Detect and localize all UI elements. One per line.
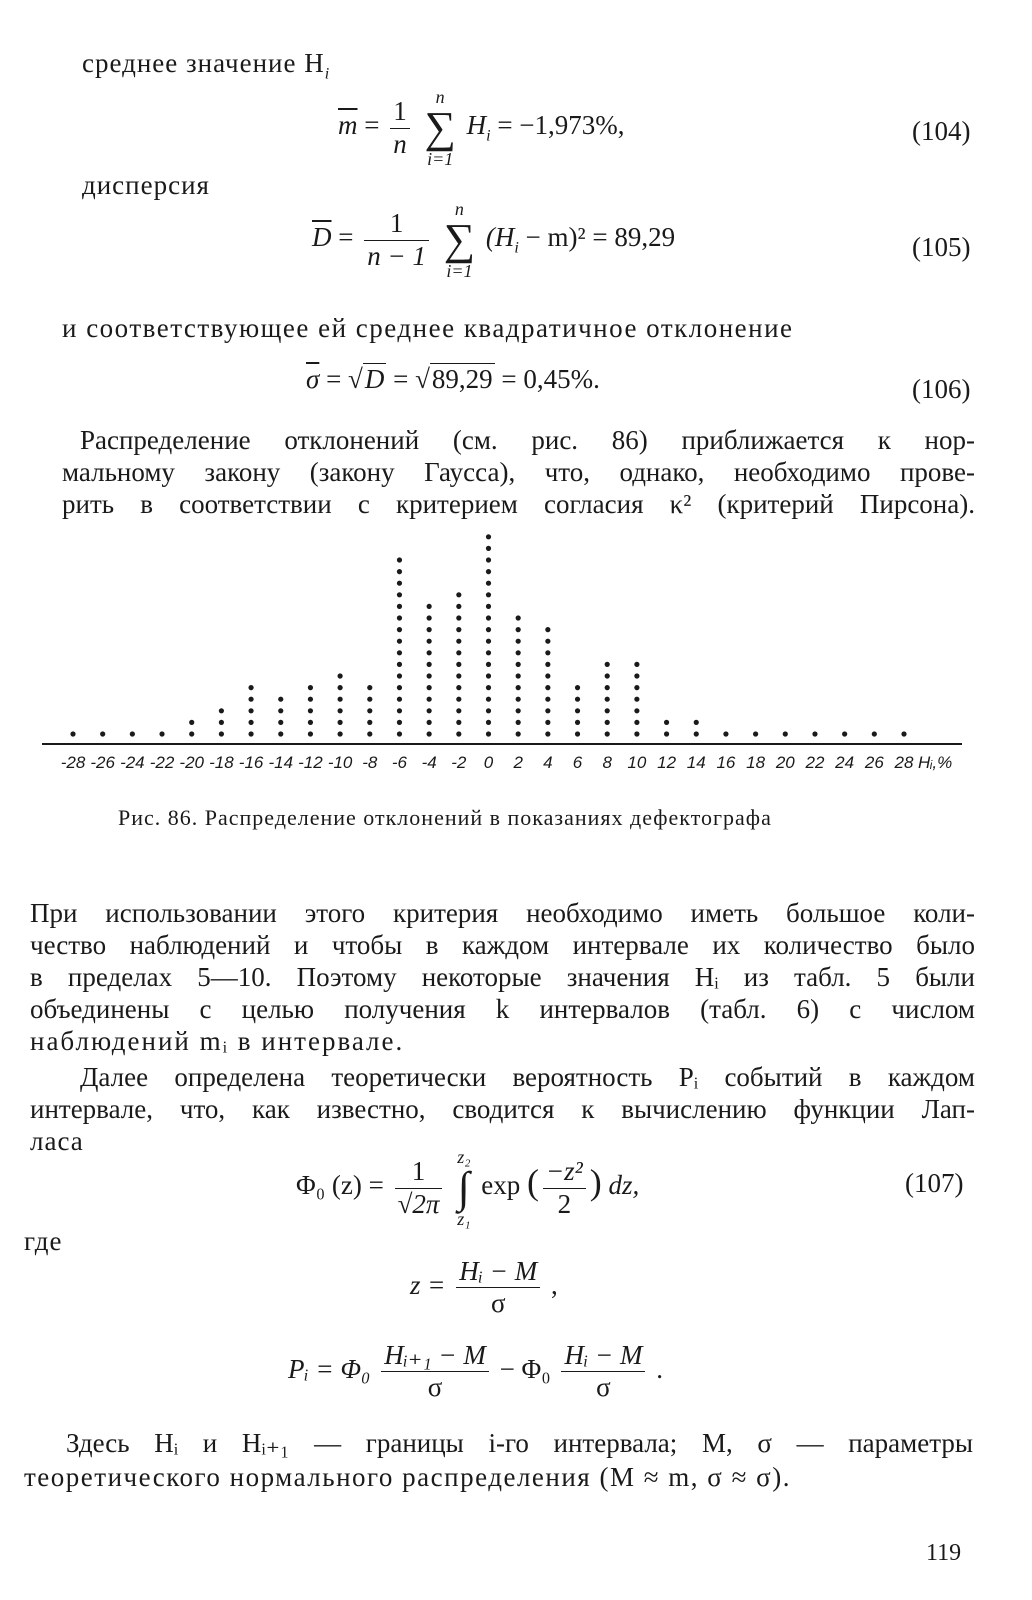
x-tick-label: 16 xyxy=(716,753,736,772)
data-dot xyxy=(812,731,817,736)
data-dot xyxy=(486,708,491,713)
data-dot xyxy=(427,708,432,713)
data-dot xyxy=(516,639,521,644)
data-dot xyxy=(545,650,550,655)
data-dot xyxy=(427,720,432,725)
data-dot xyxy=(248,708,253,713)
x-tick-label: -18 xyxy=(209,753,234,772)
data-dot xyxy=(427,662,432,667)
data-dot xyxy=(516,673,521,678)
mean-label: среднее значение $H_i$ xyxy=(82,48,331,83)
x-tick-label: 0 xyxy=(483,753,494,772)
dot-column xyxy=(753,731,758,736)
data-dot xyxy=(427,685,432,690)
data-dot xyxy=(486,720,491,725)
data-dot xyxy=(70,731,75,736)
data-dot xyxy=(397,604,402,609)
data-dot xyxy=(486,557,491,562)
data-dot xyxy=(516,731,521,736)
paragraph-1-line-2: мальному закону (закону Гаусса), что, однако, необходимо прове- xyxy=(62,457,975,487)
data-dot xyxy=(516,720,521,725)
paragraph-3-line-2: интервале, что, как известно, сводится к вычислению функции Лап- xyxy=(30,1094,975,1124)
data-dot xyxy=(248,731,253,736)
dot-column xyxy=(812,731,817,736)
dot-column xyxy=(427,604,432,737)
data-dot xyxy=(397,557,402,562)
data-dot xyxy=(545,685,550,690)
data-dot xyxy=(605,720,610,725)
data-dot xyxy=(456,650,461,655)
data-dot xyxy=(634,685,639,690)
data-dot xyxy=(634,720,639,725)
paragraph-1-line-3: рить в соответствии с критерием согласия κ² (критерий Пирсона). xyxy=(62,489,975,519)
data-dot xyxy=(397,720,402,725)
x-tick-label: -24 xyxy=(120,753,145,772)
data-dot xyxy=(516,697,521,702)
x-tick-label: -22 xyxy=(149,753,175,772)
page-number: 119 xyxy=(926,1540,962,1566)
data-dot xyxy=(278,708,283,713)
data-dot xyxy=(456,685,461,690)
x-tick-label: -12 xyxy=(298,753,323,772)
x-tick-label: 22 xyxy=(805,753,825,772)
data-dot xyxy=(338,708,343,713)
data-dot xyxy=(278,720,283,725)
closing-line-2: теоретического нормального распределения (M ≈ m, σ ≈ σ). xyxy=(24,1462,791,1492)
dot-column xyxy=(130,731,135,736)
data-dot xyxy=(308,731,313,736)
dot-column xyxy=(338,673,343,736)
data-dot xyxy=(367,697,372,702)
data-dot xyxy=(723,731,728,736)
x-tick-label: -28 xyxy=(60,753,86,772)
data-dot xyxy=(872,731,877,736)
x-tick-label: 24 xyxy=(835,753,855,772)
data-dot xyxy=(397,569,402,574)
closing-line-1: Здесь Hᵢ и Hᵢ₊₁ — границы i-го интервала; M, σ — параметры xyxy=(66,1428,973,1458)
x-tick-label: 6 xyxy=(572,753,583,772)
data-dot xyxy=(486,546,491,551)
data-dot xyxy=(545,697,550,702)
dot-column xyxy=(278,697,283,737)
data-dot xyxy=(634,662,639,667)
x-tick-label: -20 xyxy=(179,753,205,772)
x-axis-label: Hᵢ,% xyxy=(918,753,953,772)
data-dot xyxy=(278,697,283,702)
data-dot xyxy=(545,673,550,678)
data-dot xyxy=(783,731,788,736)
x-tick-label: -6 xyxy=(391,753,408,772)
data-dot xyxy=(634,673,639,678)
data-dot xyxy=(456,708,461,713)
data-dot xyxy=(456,627,461,632)
data-dot xyxy=(278,731,283,736)
x-tick-label: 26 xyxy=(864,753,884,772)
data-dot xyxy=(486,569,491,574)
data-dot xyxy=(516,708,521,713)
equation-105: $\overline{D}$ = $\frac{1}{n - 1}$ n ∑ i=1 $(H_i - m)^2 = 89,29$ xyxy=(312,199,676,281)
data-dot xyxy=(189,731,194,736)
data-dot xyxy=(516,650,521,655)
data-dot xyxy=(486,697,491,702)
data-dot xyxy=(605,697,610,702)
data-dot xyxy=(427,627,432,632)
dot-column xyxy=(308,685,313,737)
x-tick-label: -4 xyxy=(421,753,437,772)
equation-number-106: (106) xyxy=(912,374,971,404)
data-dot xyxy=(308,685,313,690)
data-dot xyxy=(486,731,491,736)
data-dot xyxy=(338,720,343,725)
x-tick-label: 28 xyxy=(894,753,914,772)
data-dot xyxy=(427,604,432,609)
x-tick-label: 20 xyxy=(775,753,795,772)
dot-column xyxy=(842,731,847,736)
data-dot xyxy=(397,662,402,667)
dot-column xyxy=(872,731,877,736)
data-dot xyxy=(634,731,639,736)
data-dot xyxy=(753,731,758,736)
data-dot xyxy=(545,627,550,632)
equation-number-104: (104) xyxy=(912,116,971,146)
dot-column xyxy=(605,662,610,737)
x-tick-label: 4 xyxy=(543,753,553,772)
data-dot xyxy=(575,720,580,725)
dot-column xyxy=(723,731,728,736)
data-dot xyxy=(694,731,699,736)
data-dot xyxy=(664,720,669,725)
data-dot xyxy=(219,720,224,725)
data-dot xyxy=(456,604,461,609)
data-dot xyxy=(248,697,253,702)
x-tick-label: 10 xyxy=(627,753,647,772)
data-dot xyxy=(575,731,580,736)
dot-column xyxy=(367,685,372,737)
data-dot xyxy=(486,627,491,632)
x-tick-label: 18 xyxy=(746,753,766,772)
data-dot xyxy=(486,604,491,609)
dot-column xyxy=(901,731,906,736)
data-dot xyxy=(367,685,372,690)
data-dot xyxy=(486,662,491,667)
data-dot xyxy=(367,708,372,713)
data-dot xyxy=(308,697,313,702)
data-dot xyxy=(605,685,610,690)
data-dot xyxy=(545,662,550,667)
data-dot xyxy=(545,720,550,725)
data-dot xyxy=(219,731,224,736)
data-dot xyxy=(456,697,461,702)
data-dot xyxy=(397,615,402,620)
x-tick-label: -10 xyxy=(327,753,353,772)
x-tick-label: -2 xyxy=(451,753,467,772)
data-dot xyxy=(605,708,610,713)
dot-column xyxy=(664,720,669,737)
data-dot xyxy=(456,615,461,620)
paragraph-3-line-3: ласа xyxy=(30,1126,84,1156)
data-dot xyxy=(397,592,402,597)
x-tick-label: 8 xyxy=(602,753,612,772)
data-dot xyxy=(397,731,402,736)
data-dot xyxy=(397,581,402,586)
dot-column xyxy=(634,662,639,737)
dot-column xyxy=(189,720,194,737)
data-dot xyxy=(397,708,402,713)
dot-column xyxy=(219,708,224,736)
data-dot xyxy=(486,581,491,586)
data-dot xyxy=(427,650,432,655)
data-dot xyxy=(397,697,402,702)
data-dot xyxy=(397,685,402,690)
data-dot xyxy=(842,731,847,736)
data-dot xyxy=(456,662,461,667)
data-dot xyxy=(575,708,580,713)
data-dot xyxy=(338,685,343,690)
data-dot xyxy=(338,673,343,678)
dot-column xyxy=(783,731,788,736)
paragraph-2-line-5: наблюдений mᵢ в интервале. xyxy=(30,1026,405,1056)
dot-column xyxy=(516,615,521,736)
data-dot xyxy=(308,708,313,713)
data-dot xyxy=(427,673,432,678)
data-dot xyxy=(575,697,580,702)
data-dot xyxy=(248,685,253,690)
data-dot xyxy=(367,720,372,725)
data-dot xyxy=(486,639,491,644)
equation-p: Pᵢ = Φ₀ $\frac{\text{Hᵢ₊₁ − M}}{\sigma}$ − Φ₀ $\frac{\text{Hᵢ − M}}{\sigma}$ . xyxy=(288,1340,663,1403)
x-tick-label: 14 xyxy=(686,753,706,772)
dot-column xyxy=(486,534,491,736)
data-dot xyxy=(486,592,491,597)
x-tick-label: -8 xyxy=(362,753,378,772)
data-dot xyxy=(397,650,402,655)
data-dot xyxy=(159,731,164,736)
data-dot xyxy=(427,639,432,644)
equation-106: $\overline{\sigma} = √D = √89,29 = 0,45\%$. xyxy=(306,364,600,394)
data-dot xyxy=(427,731,432,736)
data-dot xyxy=(456,673,461,678)
data-dot xyxy=(397,673,402,678)
equation-number-107: (107) xyxy=(905,1168,964,1198)
data-dot xyxy=(308,720,313,725)
equation-number-105: (105) xyxy=(912,232,971,262)
data-dot xyxy=(516,627,521,632)
data-dot xyxy=(634,697,639,702)
data-dot xyxy=(397,639,402,644)
data-dot xyxy=(338,731,343,736)
std-label: и соответствующее ей среднее квадратичное отклонение xyxy=(62,313,794,343)
data-dot xyxy=(901,731,906,736)
variance-label: дисперсия xyxy=(82,170,210,200)
x-tick-label: -16 xyxy=(238,753,264,772)
data-dot xyxy=(397,627,402,632)
dot-column xyxy=(70,731,75,736)
data-dot xyxy=(634,708,639,713)
data-dot xyxy=(486,615,491,620)
figure-caption: Рис. 86. Распределение отклонений в показаниях дефектографа xyxy=(118,805,772,830)
data-dot xyxy=(219,708,224,713)
dot-column xyxy=(248,685,253,737)
data-dot xyxy=(100,731,105,736)
data-dot xyxy=(516,662,521,667)
data-dot xyxy=(545,639,550,644)
paragraph-2-line-1: При использовании этого критерия необходимо иметь большое коли- xyxy=(30,898,975,928)
dot-column xyxy=(545,627,550,737)
dot-column xyxy=(575,685,580,737)
paragraph-1-line-1: Распределение отклонений (см. рис. 86) приближается к нор- xyxy=(80,425,975,455)
data-dot xyxy=(456,731,461,736)
paragraph-2-line-2: чество наблюдений и чтобы в каждом интервале их количество было xyxy=(30,930,975,960)
data-dot xyxy=(516,685,521,690)
x-tick-label: 2 xyxy=(513,753,523,772)
data-dot xyxy=(427,697,432,702)
dot-column xyxy=(456,592,461,736)
data-dot xyxy=(189,720,194,725)
equation-z: z = $\frac{\text{Hᵢ − M}}{\sigma}$ , xyxy=(410,1256,558,1319)
data-dot xyxy=(427,615,432,620)
data-dot xyxy=(575,685,580,690)
data-dot xyxy=(605,673,610,678)
dot-column xyxy=(159,731,164,736)
x-tick-label: -14 xyxy=(268,753,294,772)
equation-104: $\overline{m}$ = $\frac{1}{n}$ n ∑ i=1 $H_i = -1,973\%$, xyxy=(338,87,625,169)
data-dot xyxy=(694,720,699,725)
data-dot xyxy=(367,731,372,736)
where-label: где xyxy=(24,1226,63,1256)
data-dot xyxy=(605,662,610,667)
x-tick-label: 12 xyxy=(657,753,677,772)
dot-column xyxy=(397,557,402,736)
data-dot xyxy=(545,708,550,713)
paragraph-2-line-4: объединены с целью получения k интервалов (табл. 6) с числом xyxy=(30,994,975,1024)
data-dot xyxy=(664,731,669,736)
data-dot xyxy=(516,615,521,620)
dot-histogram-chart xyxy=(0,530,1032,790)
data-dot xyxy=(605,731,610,736)
x-tick-label: -26 xyxy=(90,753,115,772)
paragraph-2-line-3: в пределах 5—10. Поэтому некоторые значения Hᵢ из табл. 5 были xyxy=(30,962,975,992)
dot-column xyxy=(694,720,699,737)
data-dot xyxy=(486,650,491,655)
data-dot xyxy=(486,534,491,539)
data-dot xyxy=(486,673,491,678)
equation-107: Φ₀ (z) = $\frac{1}{√2\pi}$ z₂ ∫ z₁ exp ( $\frac{\text{−z²}}{2}$ ) dz, xyxy=(296,1147,640,1229)
dot-column xyxy=(100,731,105,736)
data-dot xyxy=(130,731,135,736)
data-dot xyxy=(545,731,550,736)
data-dot xyxy=(456,592,461,597)
paragraph-3-line-1: Далее определена теоретически вероятность Pᵢ событий в каждом xyxy=(80,1062,975,1092)
data-dot xyxy=(456,720,461,725)
data-dot xyxy=(486,685,491,690)
data-dot xyxy=(248,720,253,725)
data-dot xyxy=(338,697,343,702)
data-dot xyxy=(456,639,461,644)
